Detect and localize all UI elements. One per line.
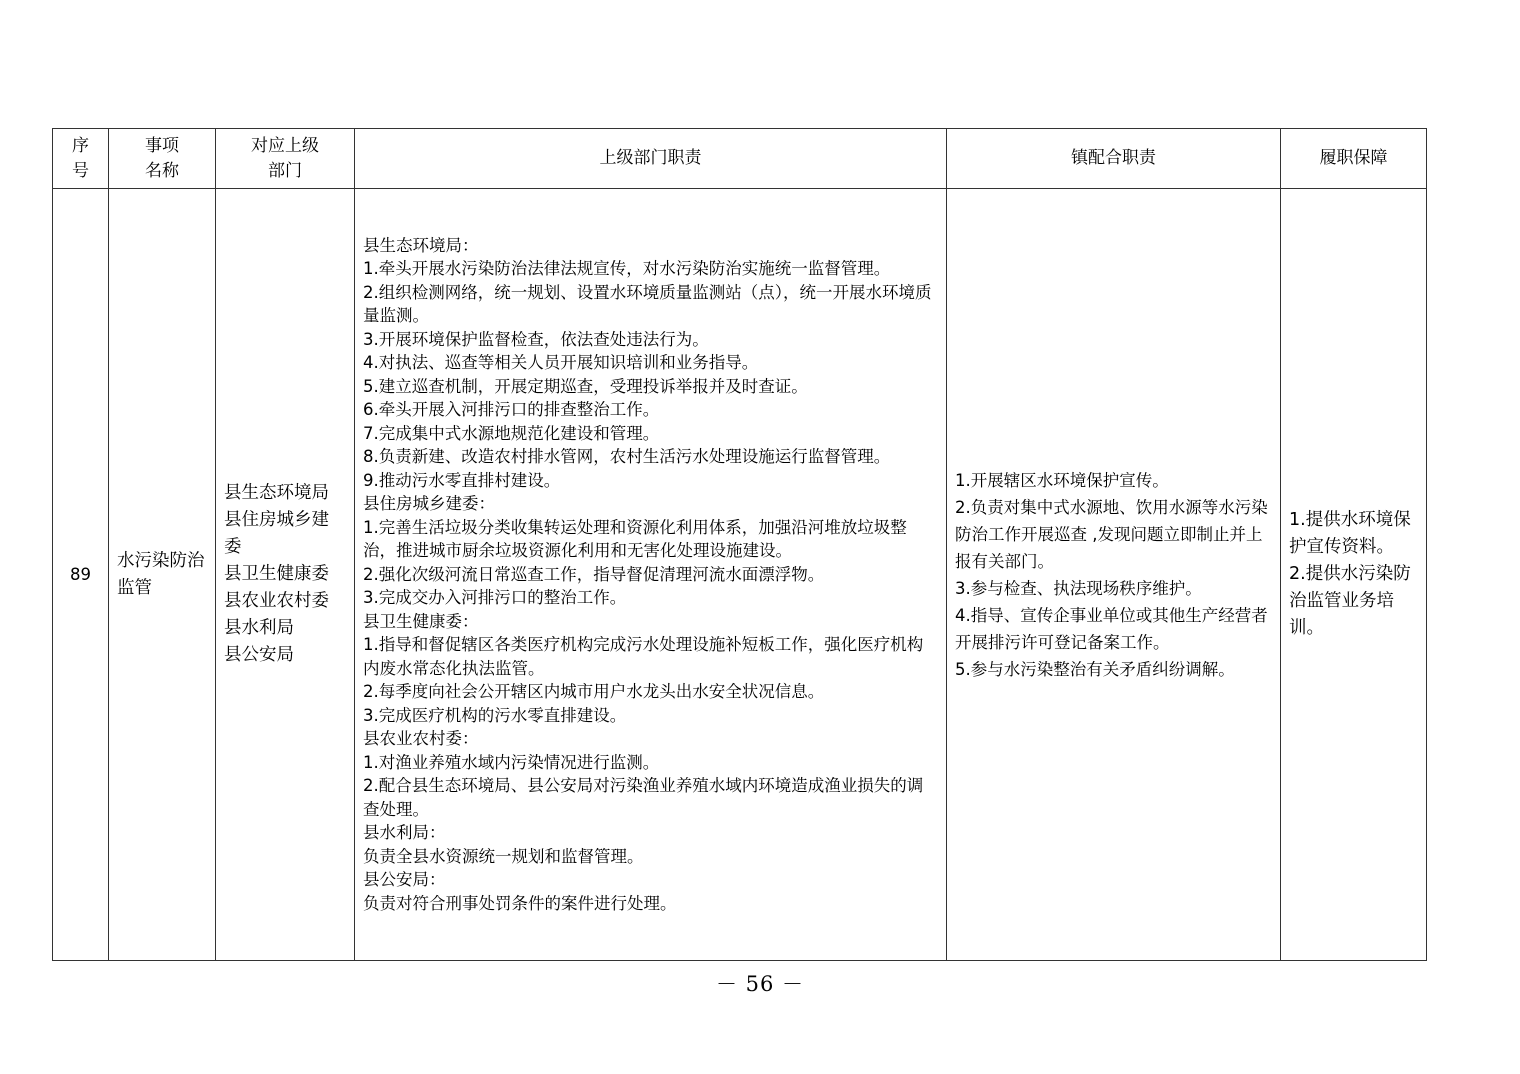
duty-line: 2.组织检测网络，统一规划、设置水环境质量监测站（点），统一开展水环境质量监测。 — [363, 282, 932, 326]
town-duties-cell — [947, 189, 1281, 961]
header-superior-dept: 对应上级部门 — [216, 129, 355, 189]
department-item: 县农业农村委 — [224, 591, 329, 611]
duty-line: 2.强化次级河流日常巡查工作，指导督促清理河流水面漂浮物。 — [363, 564, 825, 584]
duty-line: 2.配合县生态环境局、县公安局对污染渔业养殖水域内环境造成渔业损失的调查处理。 — [363, 776, 924, 819]
department-item: 县卫生健康委 — [224, 564, 329, 584]
duty-line: 2.每季度向社会公开辖区内城市用户水龙头出水安全状况信息。 — [363, 682, 825, 702]
duty-line: 县住房城乡建委： — [363, 494, 495, 514]
duty-line: 1.对渔业养殖水域内污染情况进行监测。 — [363, 752, 660, 772]
header-row — [53, 129, 1427, 189]
department-list — [216, 189, 355, 961]
department-item: 县住房城乡建委 — [224, 510, 329, 557]
item-name: 水污染防治监管 — [109, 189, 216, 961]
department-item: 县公安局 — [224, 645, 294, 665]
superior-duties-cell — [355, 189, 947, 961]
duty-line: 8.负责新建、改造农村排水管网，农村生活污水处理设施运行监督管理。 — [363, 447, 891, 467]
duty-line: 县农业农村委： — [363, 729, 479, 749]
duty-line: 4.对执法、巡查等相关人员开展知识培训和业务指导。 — [363, 353, 759, 373]
duty-line: 3.完成交办入河排污口的整治工作。 — [363, 588, 627, 608]
header-guarantee: 履职保障 — [1281, 129, 1427, 189]
duty-line: 1.指导和督促辖区各类医疗机构完成污水处理设施补短板工作，强化医疗机构内废水常态化执法监管。 — [363, 635, 924, 678]
duty-line: 9.推动污水零直排村建设。 — [363, 470, 561, 490]
duty-table — [52, 128, 1427, 961]
department-item: 县生态环境局 — [224, 483, 329, 503]
header-town-duties: 镇配合职责 — [947, 129, 1281, 189]
duty-line: 7.完成集中式水源地规范化建设和管理。 — [363, 423, 660, 443]
town-duty-line: 2.负责对集中式水源地、饮用水源等水污染防治工作开展巡查 ,发现问题立即制止并上报有关部门。 — [955, 497, 1268, 571]
duty-line: 5.建立巡查机制，开展定期巡查，受理投诉举报并及时查证。 — [363, 376, 808, 396]
guarantee-line: 2.提供水污染防治监管业务培训。 — [1289, 564, 1411, 638]
duty-line: 3.完成医疗机构的污水零直排建设。 — [363, 705, 627, 725]
duty-line: 负责全县水资源统一规划和监督管理。 — [363, 846, 644, 866]
duty-line: 县水利局： — [363, 823, 446, 843]
guarantee-cell — [1281, 189, 1427, 961]
duty-line: 县生态环境局： — [363, 235, 479, 255]
duty-line: 6.牵头开展入河排污口的排查整治工作。 — [363, 400, 660, 420]
duty-line: 负责对符合刑事处罚条件的案件进行处理。 — [363, 893, 677, 913]
guarantee-line: 1.提供水环境保护宣传资料。 — [1289, 510, 1411, 557]
duty-line: 1.完善生活垃圾分类收集转运处理和资源化利用体系，加强沿河堆放垃圾整治，推进城市厨余垃圾资源化利用和无害化处理设施建设。 — [363, 517, 907, 561]
table-row — [53, 189, 1427, 961]
town-duty-line: 3.参与检查、执法现场秩序维护。 — [955, 578, 1202, 598]
duty-line: 3.开展环境保护监督检查，依法查处违法行为。 — [363, 329, 709, 349]
header-superior-duties: 上级部门职责 — [355, 129, 947, 189]
header-item-name: 事项名称 — [109, 129, 216, 189]
page-number: － 56 － — [715, 972, 805, 996]
town-duty-line: 1.开展辖区水环境保护宣传。 — [955, 470, 1169, 490]
duty-line: 县公安局： — [363, 870, 446, 890]
header-seq: 序号 — [53, 129, 109, 189]
town-duty-line: 4.指导、宣传企事业单位或其他生产经营者开展排污许可登记备案工作。 — [955, 605, 1268, 652]
duty-line: 1.牵头开展水污染防治法律法规宣传，对水污染防治实施统一监督管理。 — [363, 259, 891, 279]
duty-line: 县卫生健康委： — [363, 611, 479, 631]
town-duty-line: 5.参与水污染整治有关矛盾纠纷调解。 — [955, 659, 1235, 679]
row-number: 89 — [53, 189, 109, 961]
department-item: 县水利局 — [224, 618, 294, 638]
